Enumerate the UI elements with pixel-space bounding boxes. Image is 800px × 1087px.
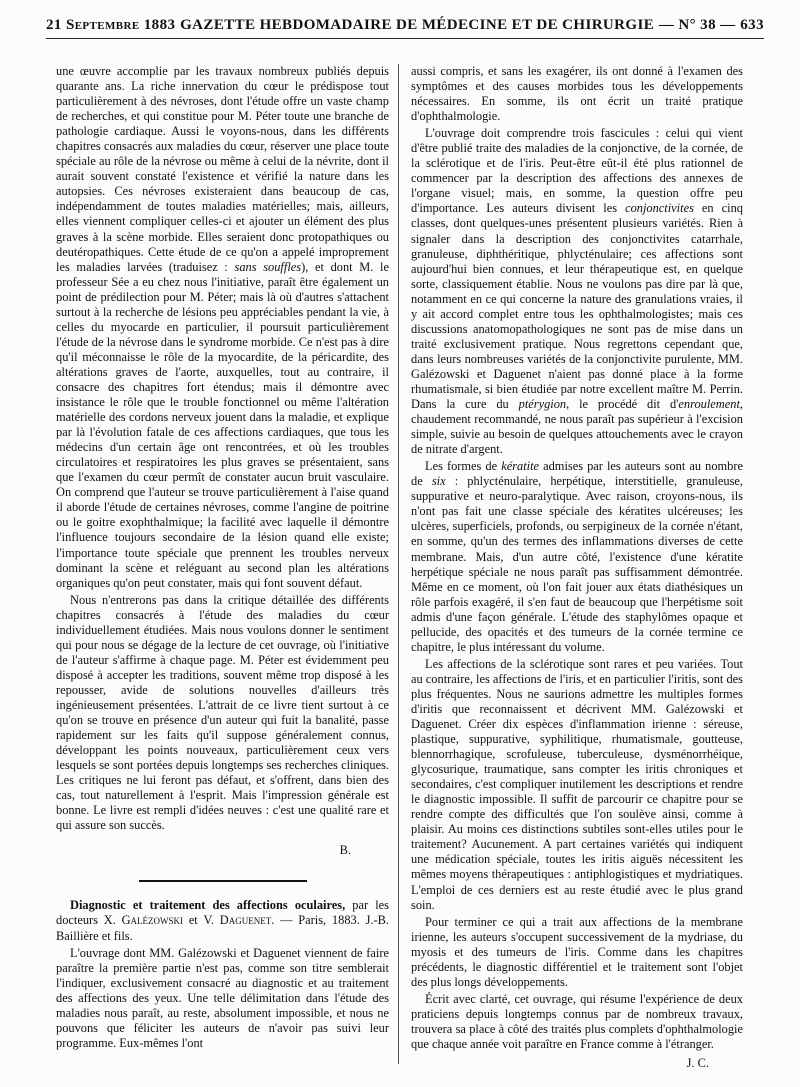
paragraph: aussi compris, et sans les exagérer, ils ont donné à l'examen des symptômes et des causes morbides tous les développements nécessaires. En somme, ils ont écrit un traité pratique d'ophthalmologie. xyxy=(411,64,743,124)
signature: B. xyxy=(339,843,351,858)
review-title: Diagnostic et traitement des affections oculaires, par les docteurs X. Galézowski et V. Daguenet. — Paris, 1883. J.-B. Baillière et fils. xyxy=(56,898,389,943)
header-journal-title: GAZETTE HEBDOMADAIRE DE MÉDECINE ET DE CHIRURGIE xyxy=(180,16,655,33)
header-date: 21 Septembre 1883 xyxy=(46,16,176,33)
paragraph: Écrit avec clarté, cet ouvrage, qui résume l'expérience de deux praticiens depuis longtemps connus par de nombreux travaux, trouvera sa place à côté des traités plus complets d'ophthalmologie que chaque année voit paraître en France comme à l'étranger. xyxy=(411,991,743,1051)
paragraph: Nous n'entrerons pas dans la critique détaillée des différents chapitres consacrés à l'étude des maladies du cœur individuellement étudiées. Mais nous voulons donner le sentiment qui pour nous se dégage de la lecture de cet ouvrage, où l'initiative de l'auteur s'affirme à chaque page. M. Péter est évidemment peu disposé à accepter les traditions, souvent même trop disposé à les repousser, avide de solutions nouvelles d'ailleurs très ingénieusement présentées. L'attrait de ce livre tient surtout à ce qu'on se trouve en présence d'un auteur qui fuit la banalité, passe rapidement sur les faits qu'il suppose généralement connus, développant les points nouveaux, particulièrement ceux vers lesquels se sont portées depuis longtemps ses recherches cliniques. Les critiques ne lui feront pas défaut, et s'offrent, dans bien des cas, tout naturellement à l'esprit. Mais l'impression générale est bonne. Le livre est rempli d'idées neuves : c'est une qualité rare et qui assure son succès. xyxy=(56,592,389,833)
paragraph: Les affections de la sclérotique sont rares et peu variées. Tout au contraire, les affections de l'iris, et en particulier l'iritis, sont des plus fréquentes. Nous ne saurions admettre les multiples formes d'iritis que reconnaissent et décrivent MM. Galézowski et Daguenet. Créer dix espèces d'inflammation irienne : séreuse, plastique, suppurative, syphilitique, rhumatismale, goutteuse, blennorrhagique, scrofuleuse, tuberculeuse, dysménorrhéique, glycosurique, traumatique, sans compter les iritis chroniques et secondaires, c'est compliquer inutilement les descriptions et rendre le diagnostic impossible. Il suffit de parcourir ce chapitre pour se rendre compte des difficultés que l'on soulève ainsi, comme à plaisir. Au moins ces distinctions subtiles sont-elles utiles pour le traitement? Aucunement. A part certaines variétés qui indiquent une médication spéciale, toutes les iritis aiguës nécessitent les mêmes moyens thérapeutiques : antiphlogistiques et mydriatiques. L'emploi de ces derniers est au reste étudié avec le plus grand soin. xyxy=(411,656,743,912)
left-column xyxy=(56,64,389,1053)
paragraph: L'ouvrage doit comprendre trois fascicules : celui qui vient d'être publié traite des maladies de la conjonctive, de la cornée, de la sclérotique et de l'iris. Peut-être eût-il été plus rationnel de commencer par la description des affections des annexes de l'organe visuel; mais, en somme, la question offre peu d'importance. Les auteurs divisent les conjonctivites en cinq classes, dont quelques-unes présentent plusieurs variétés. Rien à signaler dans la description des conjonctivites catarrhale, granuleuse, diphthéritique, phlycténulaire; ces affections sont aujourd'hui bien connues, et leur thérapeutique est, en quelque sorte, classiquement établie. Nous ne voulons pas dire par là que, notamment en ce qui concerne la nature des granulations vraies, il y ait accord complet entre tous les ophthalmologistes; mais ces discussions anatomopathologiques ne sont pas de mise dans un traité exclusivement pratique. Nous regrettons cependant que, dans leurs nombreuses variétés de la conjonctivite purulente, MM. Galézowski et Daguenet n'aient pas donné place à la forme rhumatismale, si bien étudiée par notre excellent maître M. Perrin. Dans la cure du ptérygion, le procédé dit d'enroulement, chaudement recommandé, ne nous paraît pas supérieur à l'excision simple, suivie au besoin de quelques attouchements avec le crayon de nitrate d'argent. xyxy=(411,126,744,457)
header-issue-number: — N° 38 — xyxy=(658,16,736,33)
signature: J. C. xyxy=(686,1056,709,1071)
paragraph: Pour terminer ce qui a trait aux affections de la membrane irienne, les auteurs s'occupent successivement de la mydriase, du myosis et des tumeurs de l'iris. Comme dans les chapitres précédents, le diagnostic différentiel et le traitement sont l'objet des plus longs développements. xyxy=(411,914,743,989)
right-column xyxy=(411,64,743,1071)
running-header xyxy=(46,12,764,39)
paragraph: une œuvre accomplie par les travaux nombreux publiés depuis quarante ans. La riche innervation du cœur le prédispose tout particulièrement à des névroses, dont l'étude offre un vaste champ de recherches, et qui constitue pour M. Péter toute une branche de pathologie cardiaque. Aussi le voyons-nous, dans les différents chapitres consacrés aux maladies du cœur, réserver une place toute spéciale au rôle de la névrose ou même à celui de la névrite, dont il aurait souvent constaté l'existence et vérifié la nature dans les autopsies. Ces névroses existeraient dans beaucoup de cas, indépendamment de toutes maladies matérielles; mais, ailleurs, elles viennent compliquer celles-ci et ajouter un élément des plus graves à la scène morbide. Elles seraient donc protopathiques ou deutéropathiques. Cette étude de ce qu'on a appelé improprement les maladies larvées (traduisez : sans souffles), et dont M. le professeur Sée a eu chez nous l'initiative, paraît être également un point de prédilection pour M. Péter; mais là où d'autres s'attachent surtout à la recherche de lésions peu appréciables pendant la vie, à celles du myocarde en particulier, il poursuit particulièrement l'étude de la névrose dans le syndrome morbide. Ce n'est pas à dire qu'il méconnaisse le rôle de la myocardite, de la péricardite, des altérations graves de l'aorte, auxquelles, tout au contraire, il consacre des chapitres fort étendus; mais il démontre avec insistance le rôle que le trouble fonctionnel ou même l'altération matérielle des cordons nerveux jouent dans la maladie, et explique par là l'évolution fatale de ces affections cardiaques, que tous les médecins d'un certain âge ont rencontrées, et où les troubles circulatoires et respiratoires les plus graves se présentaient, sans que l'examen du cœur permît de constater aucun bruit vasculaire. On comprend que l'auteur se trouve particulièrement à l'aise quand il aborde l'étude de certaines névroses, comme l'angine de poitrine ou le goitre exophthalmique; la facilité avec laquelle il démontre l'influence toujours secondaire de la lésion quand elle existe; l'importance toute spéciale que prennent les troubles nerveux dominant la scène et reléguant au second plan les altérations organiques qu'on peut constater, mais qui font souvent défaut. xyxy=(56,64,389,590)
column-divider xyxy=(398,64,399,1064)
paragraph: L'ouvrage dont MM. Galézowski et Daguenet viennent de faire paraître la première partie n'est pas, comme son titre semblerait l'indiquer, exclusivement consacré au diagnostic et au traitement des affections des yeux. Une telle délimitation dans l'étude des maladies nous paraît, au reste, absolument impossible, et nous ne pouvons que féliciter les auteurs de n'avoir pas suivi leur programme. Eux-mêmes l'ont xyxy=(56,945,389,1050)
paragraph: Les formes de kératite admises par les auteurs sont au nombre de six : phlycténulaire, herpétique, interstitielle, granuleuse, suppurative et neuro-paralytique. Avec raison, croyons-nous, ils n'ont pas fait une classe spéciale des kératites ulcéreuses; les ulcères, superficiels, profonds, ou serpigineux de la cornée n'étant, en somme, qu'un des termes des inflammations diverses de cette membrane. Mais, d'un autre côté, l'existence d'une kératite herpétique spéciale ne nous paraît pas suffisamment démontrée. Même en ce moment, où l'on fait jouer aux états diathésiques un rôle parfois exagéré, il s'en faut de beaucoup que l'herpétisme soit admis d'une façon générale. L'étude des staphylômes opaque et pellucide, des opacités et des tumeurs de la cornée termine ce chapitre, le plus intéressant du volume. xyxy=(411,459,743,654)
section-rule xyxy=(139,880,307,882)
header-page-number: 633 xyxy=(740,16,764,33)
